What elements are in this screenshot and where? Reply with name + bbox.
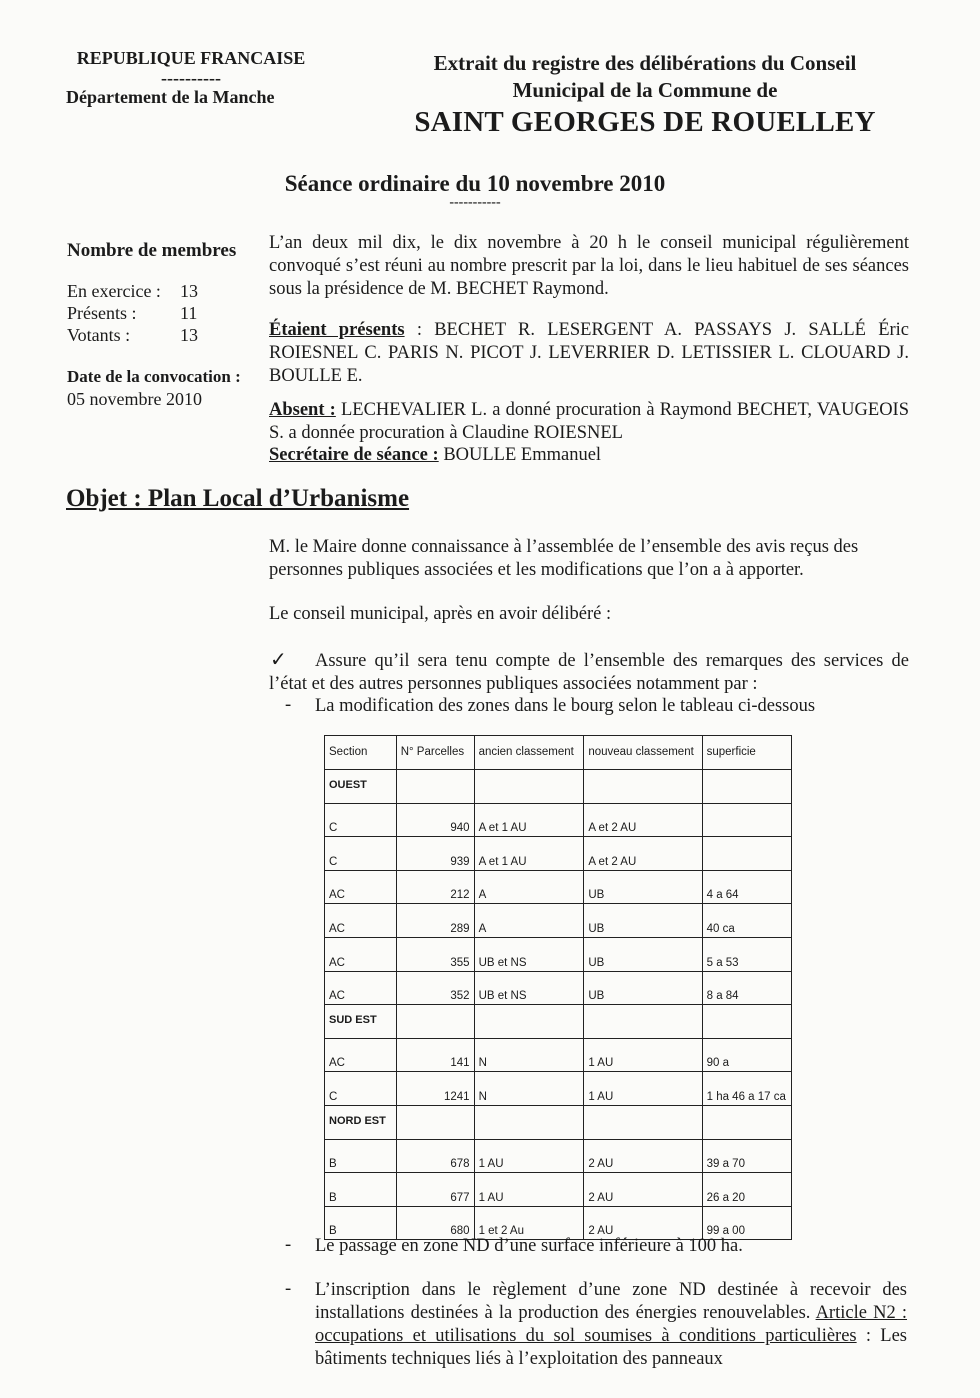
table-row <box>325 803 792 837</box>
commune-name: SAINT GEORGES DE ROUELLEY <box>414 106 876 138</box>
extrait-line-2: Municipal de la Commune de <box>512 78 778 102</box>
cell-ancien: 1 AU <box>474 1139 584 1173</box>
absent-list: LECHEVALIER L. a donné procuration à Raymond BECHET, VAUGEOIS S. a donnée procuration à Claudine ROIESNEL <box>269 400 909 443</box>
dash-bullet: - <box>285 1235 292 1255</box>
cell-ancien: A et 1 AU <box>474 803 584 837</box>
article-n2-text: : Les bâtiments techniques liés à l’exploitation des panneaux <box>315 1326 907 1369</box>
body-paragraph-1: M. le Maire donne connaissance à l’assemblée de l’ensemble des avis reçus des personnes publiques associées et les modifications que l’on a à apporter. <box>269 537 859 580</box>
table-cell <box>584 770 702 804</box>
table-row <box>325 837 792 871</box>
cell-superficie: 1 ha 46 a 17 ca <box>702 1072 791 1106</box>
cell-section: AC <box>325 870 397 904</box>
col-header-nouveau: nouveau classement <box>584 736 702 770</box>
cell-section: C <box>325 1072 397 1106</box>
absent-label: Absent : <box>269 400 336 420</box>
cell-superficie: 90 a <box>702 1038 791 1072</box>
table-row <box>325 937 792 971</box>
table-group-row <box>325 770 792 804</box>
en-exercice-value: 13 <box>180 281 198 301</box>
republique-title: REPUBLIQUE FRANCAISE <box>76 48 306 68</box>
cell-ancien: 1 AU <box>474 1173 584 1207</box>
col-header-parcelles: N° Parcelles <box>396 736 474 770</box>
col-header-superficie: superficie <box>702 736 791 770</box>
dash-item-3 <box>315 1279 907 1371</box>
extrait-line-1: Extrait du registre des délibérations du Conseil <box>433 51 857 75</box>
presents-paragraph <box>269 319 909 388</box>
cell-section: B <box>325 1206 397 1240</box>
check-icon: ✓ <box>270 649 287 671</box>
table-row <box>325 1173 792 1207</box>
header-right <box>395 50 895 140</box>
cell-parcelle: 289 <box>396 904 474 938</box>
cell-nouveau: 1 AU <box>584 1038 702 1072</box>
cell-ancien: UB et NS <box>474 971 584 1005</box>
group-label: SUD EST <box>325 1005 397 1039</box>
cell-nouveau: A et 2 AU <box>584 837 702 871</box>
header-separator: ---------- <box>161 68 221 88</box>
seance-separator: ----------- <box>449 195 501 210</box>
group-label: OUEST <box>325 770 397 804</box>
cell-nouveau: UB <box>584 971 702 1005</box>
table-row <box>325 870 792 904</box>
col-header-ancien: ancien classement <box>474 736 584 770</box>
en-exercice-label: En exercice : <box>67 281 161 301</box>
cell-parcelle: 677 <box>396 1173 474 1207</box>
table-cell <box>396 1105 474 1139</box>
table-group-row <box>325 1105 792 1139</box>
cell-superficie: 39 a 70 <box>702 1139 791 1173</box>
table-cell <box>396 770 474 804</box>
members-heading: Nombre de membres <box>67 240 237 261</box>
convocation-label: Date de la convocation : <box>67 367 241 386</box>
dash-item-1: La modification des zones dans le bourg selon le tableau ci-dessous <box>315 696 816 716</box>
cell-section: B <box>325 1173 397 1207</box>
cell-nouveau: 2 AU <box>584 1139 702 1173</box>
cell-parcelle: 678 <box>396 1139 474 1173</box>
seance-title: Séance ordinaire du 10 novembre 2010 <box>284 171 666 196</box>
cell-nouveau: A et 2 AU <box>584 803 702 837</box>
table-row <box>325 971 792 1005</box>
header-left <box>66 46 326 110</box>
presents-label: Présents : <box>67 303 137 323</box>
dash-item-2: Le passage en zone ND d’une surface inférieure à 100 ha. <box>315 1236 743 1256</box>
convocation-date: 05 novembre 2010 <box>67 389 202 409</box>
cell-superficie: 5 a 53 <box>702 937 791 971</box>
cell-section: B <box>325 1139 397 1173</box>
cell-ancien: A <box>474 904 584 938</box>
departement-label: Département de la Manche <box>66 87 275 107</box>
cell-parcelle: 940 <box>396 803 474 837</box>
objet-title: Objet : Plan Local d’Urbanisme <box>66 485 410 512</box>
presents-row <box>67 302 267 324</box>
presents-value: 11 <box>180 303 198 323</box>
group-label: NORD EST <box>325 1105 397 1139</box>
zones-table <box>324 735 792 1240</box>
cell-nouveau: 2 AU <box>584 1173 702 1207</box>
cell-ancien: N <box>474 1038 584 1072</box>
cell-superficie <box>702 803 791 837</box>
votants-value: 13 <box>180 325 198 345</box>
table-cell <box>702 1105 791 1139</box>
cell-section: C <box>325 837 397 871</box>
cell-section: AC <box>325 971 397 1005</box>
cell-superficie: 99 a 00 <box>702 1206 791 1240</box>
cell-superficie: 40 ca <box>702 904 791 938</box>
table-cell <box>396 1005 474 1039</box>
table-row <box>325 1072 792 1106</box>
table-cell <box>584 1005 702 1039</box>
cell-ancien: A et 1 AU <box>474 837 584 871</box>
cell-superficie <box>702 837 791 871</box>
col-header-section: Section <box>325 736 397 770</box>
cell-superficie: 4 a 64 <box>702 870 791 904</box>
en-exercice-row <box>67 280 267 302</box>
cell-superficie: 26 a 20 <box>702 1173 791 1207</box>
cell-section: AC <box>325 937 397 971</box>
table-cell <box>702 770 791 804</box>
cell-parcelle: 355 <box>396 937 474 971</box>
cell-parcelle: 1241 <box>396 1072 474 1106</box>
secretaire-line <box>269 444 909 467</box>
table-cell <box>474 770 584 804</box>
cell-parcelle: 939 <box>396 837 474 871</box>
table-header-row <box>325 736 792 770</box>
secretaire-label: Secrétaire de séance : <box>269 445 439 465</box>
cell-section: AC <box>325 1038 397 1072</box>
cell-parcelle: 141 <box>396 1038 474 1072</box>
cell-parcelle: 352 <box>396 971 474 1005</box>
intro-paragraph: L’an deux mil dix, le dix novembre à 20 h le conseil municipal régulièrement convoqué s’est réuni au nombre prescrit par la loi, dans le lieu habituel de ses séances sous la présidence de M. BECHET Raymond. <box>269 233 909 299</box>
table-cell <box>474 1005 584 1039</box>
cell-nouveau: 2 AU <box>584 1206 702 1240</box>
cell-ancien: 1 et 2 Au <box>474 1206 584 1240</box>
votants-row <box>67 324 267 346</box>
zones-table-body <box>325 770 792 1240</box>
table-cell <box>474 1105 584 1139</box>
article-n2-label: Article N2 : occupations et utilisations du sol soumises à conditions particulières <box>315 1303 908 1346</box>
dash-item-3-text: L’inscription dans le règlement d’une zone ND destinée à recevoir des installations destinées à la production des énergies renouvelables. <box>315 1280 907 1323</box>
table-row <box>325 904 792 938</box>
cell-parcelle: 212 <box>396 870 474 904</box>
table-cell <box>702 1005 791 1039</box>
cell-superficie: 8 a 84 <box>702 971 791 1005</box>
table-cell <box>584 1105 702 1139</box>
table-group-row <box>325 1005 792 1039</box>
cell-ancien: UB et NS <box>474 937 584 971</box>
cell-section: AC <box>325 904 397 938</box>
cell-nouveau: UB <box>584 937 702 971</box>
body-paragraph-2: Le conseil municipal, après en avoir délibéré : <box>269 604 612 624</box>
cell-ancien: A <box>474 870 584 904</box>
presents-list-label: Étaient présents <box>269 320 405 340</box>
cell-ancien: N <box>474 1072 584 1106</box>
members-panel <box>67 240 267 410</box>
table-row <box>325 1139 792 1173</box>
secretaire-name: BOULLE Emmanuel <box>438 445 602 465</box>
cell-section: C <box>325 803 397 837</box>
votants-label: Votants : <box>67 325 131 345</box>
check-paragraph: Assure qu’il sera tenu compte de l’ensemble des remarques des services de l’état et des autres personnes publiques associées notamment par : <box>269 651 909 694</box>
table-row <box>325 1038 792 1072</box>
seance-heading <box>255 170 695 208</box>
cell-nouveau: UB <box>584 904 702 938</box>
cell-nouveau: UB <box>584 870 702 904</box>
absent-paragraph <box>269 399 909 445</box>
cell-parcelle: 680 <box>396 1206 474 1240</box>
presents-list: : BECHET R. LESERGENT A. PASSAYS J. SALLÉ Éric ROIESNEL C. PARIS N. PICOT J. LEVERRIER D. LETISSIER L. CLOUARD J. BOULLE E. <box>269 320 910 386</box>
dash-bullet: - <box>285 1279 292 1299</box>
cell-nouveau: 1 AU <box>584 1072 702 1106</box>
dash-bullet: - <box>285 695 292 715</box>
